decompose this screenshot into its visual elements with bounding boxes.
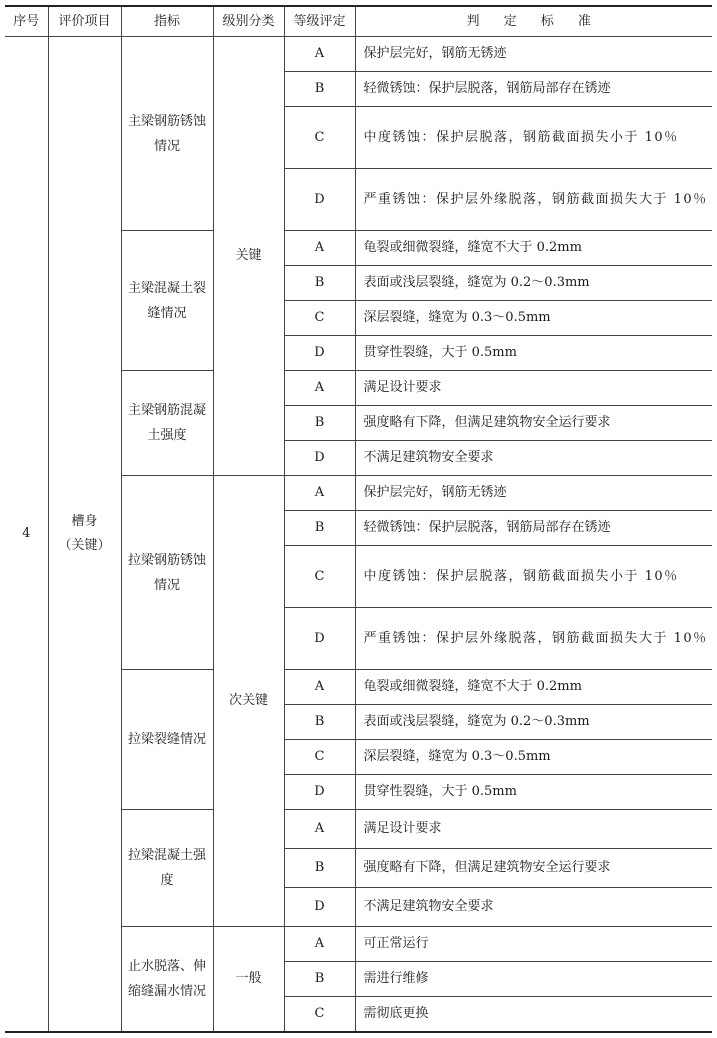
standard-cell: 保护层完好，钢筋无锈迹 <box>355 476 712 511</box>
standard-cell: 中度锈蚀：保护层脱落，钢筋截面损失小于 10％ <box>355 546 712 608</box>
item-cell: 槽身 （关键） <box>48 37 121 1033</box>
grade-cell: C <box>284 997 355 1033</box>
grade-cell: A <box>284 371 355 406</box>
grade-cell: B <box>284 849 355 888</box>
level-cell: 一般 <box>213 927 284 1033</box>
indicator-cell: 拉梁裂缝情况 <box>121 670 213 810</box>
grade-cell: A <box>284 810 355 849</box>
grade-cell: A <box>284 670 355 705</box>
standard-cell: 深层裂缝，缝宽为 0.3～0.5mm <box>355 301 712 336</box>
level-cell: 关键 <box>213 37 284 476</box>
grade-cell: C <box>284 740 355 775</box>
standard-cell: 表面或浅层裂缝，缝宽为 0.2～0.3mm <box>355 705 712 740</box>
header-seq: 序号 <box>5 6 48 37</box>
indicator-cell: 主梁钢筋锈蚀情况 <box>121 37 213 231</box>
standard-cell: 表面或浅层裂缝，缝宽为 0.2～0.3mm <box>355 266 712 301</box>
standard-cell: 不满足建筑物安全要求 <box>355 888 712 927</box>
grade-cell: B <box>284 511 355 546</box>
standard-cell: 深层裂缝，缝宽为 0.3～0.5mm <box>355 740 712 775</box>
grade-cell: D <box>284 336 355 371</box>
grade-cell: C <box>284 546 355 608</box>
grade-cell: B <box>284 266 355 301</box>
standard-cell: 可正常运行 <box>355 927 712 962</box>
grade-cell: D <box>284 441 355 476</box>
grade-cell: D <box>284 169 355 231</box>
grade-cell: B <box>284 406 355 441</box>
standard-cell: 龟裂或细微裂缝，缝宽不大于 0.2mm <box>355 231 712 266</box>
grade-cell: A <box>284 37 355 72</box>
grade-cell: C <box>284 107 355 169</box>
table-header-row <box>5 6 712 37</box>
standard-cell: 中度锈蚀：保护层脱落，钢筋截面损失小于 10％ <box>355 107 712 169</box>
header-indicator: 指标 <box>121 6 213 37</box>
standard-cell: 严重锈蚀：保护层外缘脱落，钢筋截面损失大于 10％ <box>355 608 712 670</box>
standard-cell: 强度略有下降，但满足建筑物安全运行要求 <box>355 849 712 888</box>
indicator-cell: 主梁混凝土裂缝情况 <box>121 231 213 371</box>
indicator-cell: 拉梁钢筋锈蚀情况 <box>121 476 213 670</box>
table-row <box>5 37 712 72</box>
grade-cell: C <box>284 301 355 336</box>
header-standard: 判 定 标 准 <box>355 6 712 37</box>
standard-cell: 轻微锈蚀：保护层脱落，钢筋局部存在锈迹 <box>355 511 712 546</box>
evaluation-table <box>5 5 712 1033</box>
header-grade: 等级评定 <box>284 6 355 37</box>
standard-cell: 需进行维修 <box>355 962 712 997</box>
standard-cell: 轻微锈蚀：保护层脱落，钢筋局部存在锈迹 <box>355 72 712 107</box>
standard-cell: 满足设计要求 <box>355 371 712 406</box>
grade-cell: A <box>284 231 355 266</box>
grade-cell: A <box>284 927 355 962</box>
standard-cell: 满足设计要求 <box>355 810 712 849</box>
grade-cell: D <box>284 888 355 927</box>
standard-cell: 不满足建筑物安全要求 <box>355 441 712 476</box>
indicator-cell: 拉梁混凝土强度 <box>121 810 213 927</box>
header-level: 级别分类 <box>213 6 284 37</box>
grade-cell: B <box>284 705 355 740</box>
grade-cell: B <box>284 962 355 997</box>
standard-cell: 需彻底更换 <box>355 997 712 1033</box>
standard-cell: 贯穿性裂缝，大于 0.5mm <box>355 775 712 810</box>
standard-cell: 严重锈蚀：保护层外缘脱落，钢筋截面损失大于 10％ <box>355 169 712 231</box>
indicator-cell: 主梁钢筋混凝土强度 <box>121 371 213 476</box>
standard-cell: 强度略有下降，但满足建筑物安全运行要求 <box>355 406 712 441</box>
standard-cell: 贯穿性裂缝，大于 0.5mm <box>355 336 712 371</box>
level-cell: 次关键 <box>213 476 284 927</box>
grade-cell: B <box>284 72 355 107</box>
standard-cell: 龟裂或细微裂缝，缝宽不大于 0.2mm <box>355 670 712 705</box>
grade-cell: A <box>284 476 355 511</box>
grade-cell: D <box>284 775 355 810</box>
seq-cell: 4 <box>5 37 48 1033</box>
indicator-cell: 止水脱落、伸缩缝漏水情况 <box>121 927 213 1033</box>
grade-cell: D <box>284 608 355 670</box>
standard-cell: 保护层完好，钢筋无锈迹 <box>355 37 712 72</box>
header-item: 评价项目 <box>48 6 121 37</box>
